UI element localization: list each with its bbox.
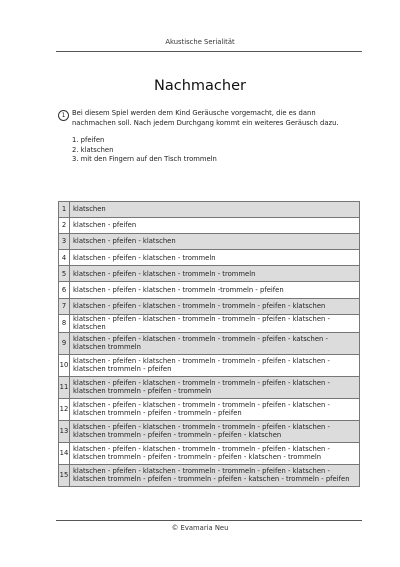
sound-item: 3. mit den Fingern auf den Tisch trommeln [72, 155, 217, 163]
sound-list [72, 136, 217, 165]
table-row [59, 234, 360, 250]
row-sequence: klatschen - pfeifen - klatschen - trommeln - trommeln - pfeifen - klatschen - klatschen trommeln - pfeifen - trommeln - pfeifen - klatschen - trommeln [70, 442, 360, 464]
row-sequence: klatschen - pfeifen - klatschen - trommeln - trommeln - pfeifen - klatschen - klatschen trommeln - pfeifen [70, 354, 360, 376]
row-sequence: klatschen - pfeifen - klatschen - trommeln - trommeln - pfeifen - klatschen - klatschen [70, 314, 360, 332]
row-number: 12 [59, 398, 70, 420]
row-number: 13 [59, 420, 70, 442]
table-row [59, 266, 360, 282]
row-sequence: klatschen [70, 202, 360, 218]
row-number: 2 [59, 218, 70, 234]
table-row [59, 420, 360, 442]
row-sequence: klatschen - pfeifen - klatschen - trommeln - trommeln - pfeifen - klatschen - klatschen trommeln - pfeifen - trommeln - pfeifen - katschen - trommeln - pfeifen [70, 464, 360, 486]
table-row [59, 218, 360, 234]
row-number: 8 [59, 314, 70, 332]
row-sequence: klatschen - pfeifen - klatschen - trommeln - trommeln - pfeifen - klatschen [70, 298, 360, 314]
table-row [59, 202, 360, 218]
row-number: 14 [59, 442, 70, 464]
row-sequence: klatschen - pfeifen - klatschen - trommeln [70, 250, 360, 266]
row-sequence: klatschen - pfeifen - klatschen - trommeln - trommeln - pfeifen - klatschen - klatschen trommeln - pfeifen - trommeln - pfeifen [70, 398, 360, 420]
sound-item: 1. pfeifen [72, 136, 105, 144]
sound-item: 2. klatschen [72, 145, 114, 154]
row-sequence: klatschen - pfeifen - klatschen - trommeln -trommeln - pfeifen [70, 282, 360, 298]
page-title: Nachmacher [154, 78, 246, 94]
row-sequence: klatschen - pfeifen - klatschen - trommeln - trommeln - pfeifen - klatschen - klatschen trommeln - pfeifen - trommeln - pfeifen - klatschen [70, 420, 360, 442]
task-number-badge: 1 [58, 110, 69, 121]
row-number: 11 [59, 376, 70, 398]
row-sequence: klatschen - pfeifen - klatschen [70, 234, 360, 250]
row-number: 6 [59, 282, 70, 298]
table-row [59, 376, 360, 398]
row-number: 4 [59, 250, 70, 266]
row-number: 5 [59, 266, 70, 282]
row-number: 1 [59, 202, 70, 218]
page-header: Akustische Serialität [165, 38, 235, 46]
page-footer: © Evamaria Neu [171, 524, 229, 532]
table-row [59, 398, 360, 420]
row-sequence: klatschen - pfeifen - klatschen - trommeln - trommeln - pfeifen - katschen - klatschen trommeln [70, 332, 360, 354]
row-sequence: klatschen - pfeifen - klatschen - trommeln - trommeln - pfeifen - klatschen - klatschen trommeln - pfeifen - trommeln [70, 376, 360, 398]
header-divider [56, 51, 362, 52]
table-row [59, 442, 360, 464]
row-sequence: klatschen - pfeifen [70, 218, 360, 234]
table-row [59, 282, 360, 298]
sequence-table [58, 201, 360, 487]
row-number: 9 [59, 332, 70, 354]
row-sequence: klatschen - pfeifen - klatschen - trommeln - trommeln [70, 266, 360, 282]
footer-divider [56, 520, 362, 521]
row-number: 7 [59, 298, 70, 314]
row-number: 15 [59, 464, 70, 486]
table-row [59, 298, 360, 314]
task-intro: Bei diesem Spiel werden dem Kind Geräusche vorgemacht, die es dann nachmachen soll. Nach jedem Durchgang kommt ein weiteres Geräusch dazu. [72, 109, 339, 127]
table-row [59, 314, 360, 332]
table-row [59, 250, 360, 266]
table-row [59, 464, 360, 486]
row-number: 3 [59, 234, 70, 250]
table-row [59, 354, 360, 376]
row-number: 10 [59, 354, 70, 376]
table-row [59, 332, 360, 354]
